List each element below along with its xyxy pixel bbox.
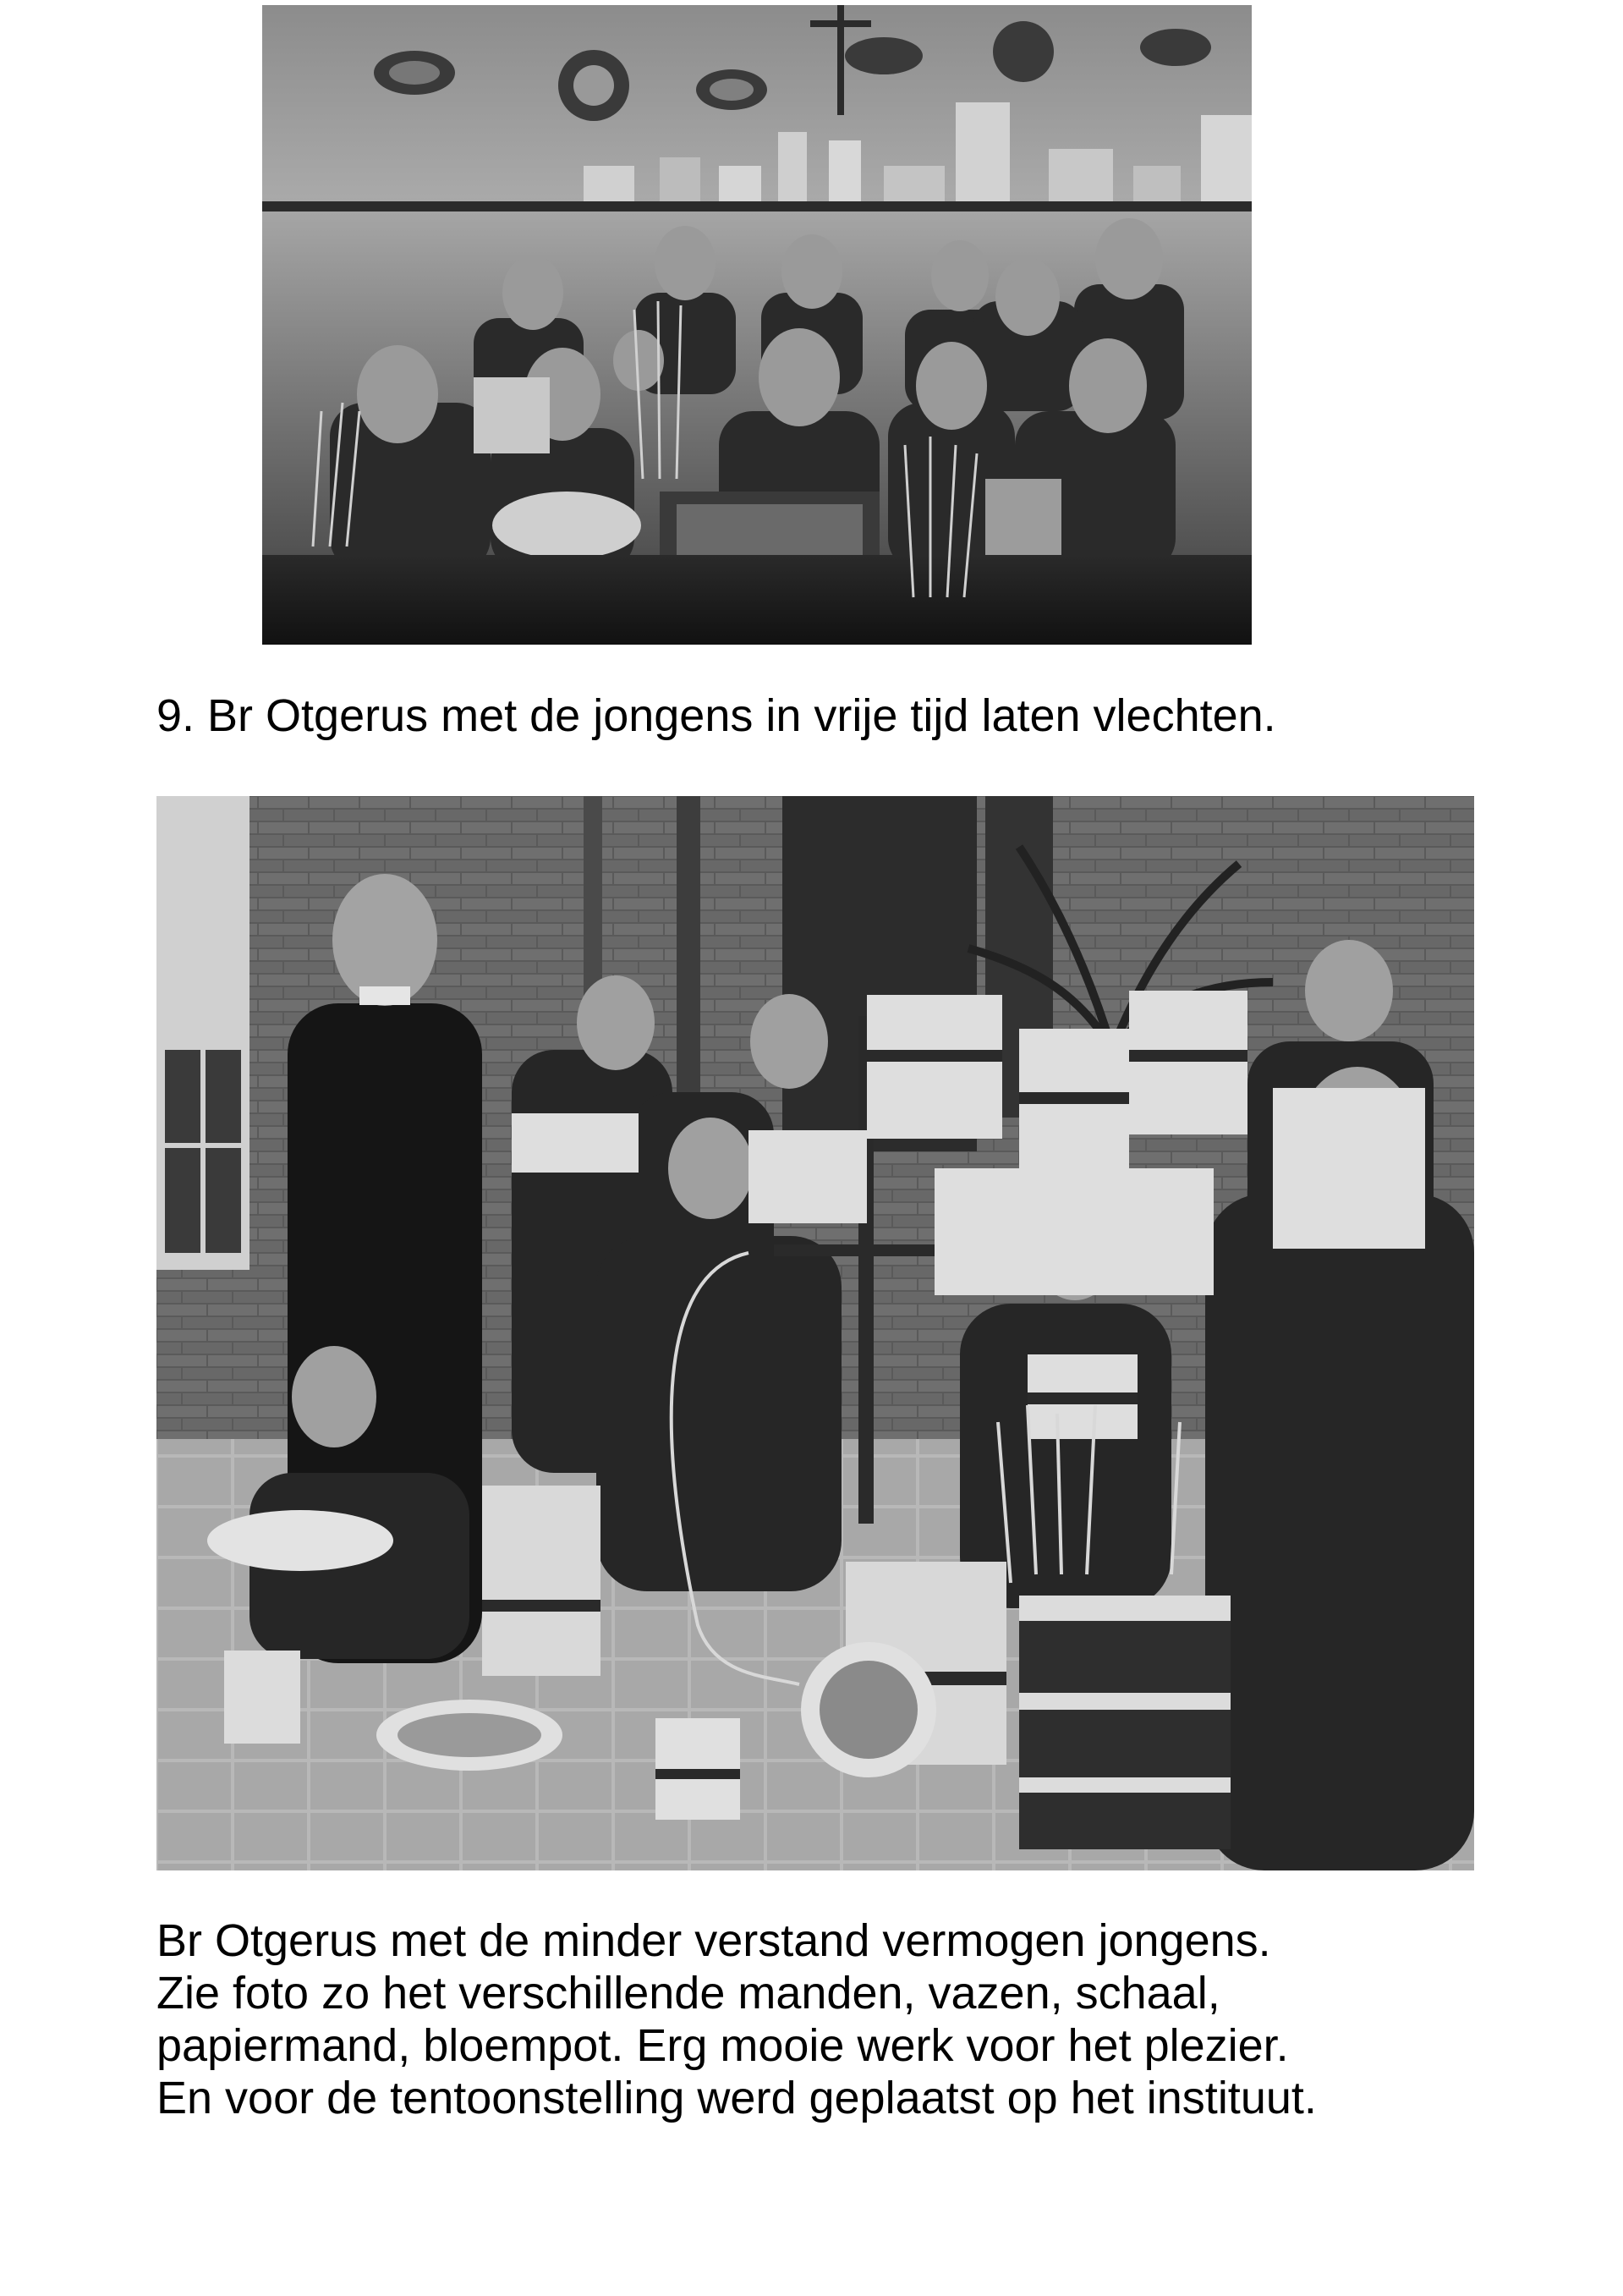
caption-photo-2-line: Br Otgerus met de minder verstand vermogen jongens.: [156, 1915, 1271, 1966]
caption-photo-2-line: papiermand, bloempot. Erg mooie werk voor het plezier.: [156, 2020, 1289, 2071]
photo-2-graphic: [156, 796, 1474, 1870]
caption-photo-2-line: En voor de tentoonstelling werd geplaatst op het instituut.: [156, 2073, 1317, 2123]
caption-photo-1: 9. Br Otgerus met de jongens in vrije tijd laten vlechten.: [156, 690, 1276, 741]
photo-basket-exhibition-group: [156, 796, 1474, 1870]
photo-1-graphic: [262, 5, 1252, 645]
caption-photo-2: [156, 1914, 1317, 2124]
caption-photo-2-line: Zie foto zo het verschillende manden, vazen, schaal,: [156, 1968, 1220, 2019]
photo-basket-weaving-class: [262, 5, 1252, 645]
